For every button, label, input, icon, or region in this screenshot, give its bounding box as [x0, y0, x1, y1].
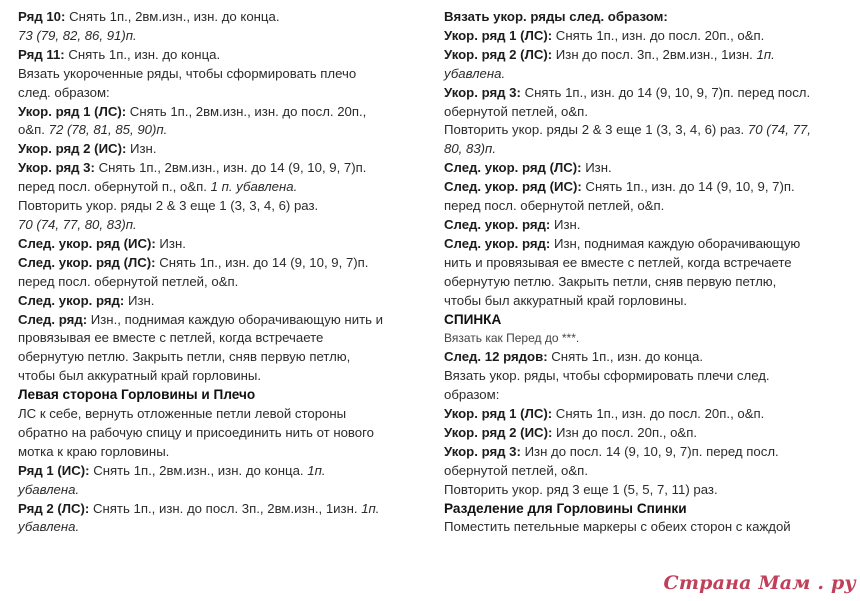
instruction-text: Вязать укороченные ряды, чтобы сформировать плечо [18, 65, 357, 81]
left-text-line [18, 329, 423, 348]
right-text-line [444, 518, 854, 537]
left-text-line [18, 481, 423, 500]
left-text-line [18, 46, 423, 65]
row-label: Укор. ряд 2 (ИС): [18, 141, 127, 157]
left-text-line [18, 500, 423, 519]
instruction-text: Изн. [581, 160, 612, 176]
right-text-line [444, 329, 854, 348]
instruction-text: 70 (74, 77, 80, 83)п. [18, 216, 137, 232]
left-text-line [18, 8, 423, 27]
row-label: Укор. ряд 2 (ИС): [444, 424, 553, 440]
left-text-line [18, 65, 423, 84]
left-text-line [18, 348, 423, 367]
instruction-text: 1п. [756, 46, 775, 62]
instruction-text: Снять 1п., 2вм.изн., изн. до конца. [65, 9, 280, 24]
left-text-line [18, 292, 423, 311]
instruction-text: перед посл. обернутой петлей, о&п. [18, 273, 239, 289]
instruction-text: 73 (79, 82, 86, 91)п. [18, 27, 137, 43]
row-label: След. укор. ряд (ИС): [444, 179, 582, 195]
right-text-line [444, 405, 854, 424]
left-text-line [18, 443, 423, 462]
instruction-text: 72 (78, 81, 85, 90)п. [48, 122, 168, 138]
instruction-text: перед посл. обернутой п., о&п. [18, 179, 211, 195]
left-text-line [18, 311, 423, 330]
right-text-line [444, 84, 854, 103]
right-text-line [444, 121, 854, 140]
right-text-line [444, 8, 854, 27]
instruction-text: Снять 1п., изн. до конца. [64, 46, 221, 62]
row-label: Укор. ряд 2 (ЛС): [444, 46, 553, 62]
row-label: Левая сторона Горловины и Плечо [18, 387, 256, 403]
right-text-line [444, 254, 854, 273]
instruction-text: мотка к краю горловины. [18, 443, 170, 459]
instruction-text: Изн. [124, 292, 155, 308]
instruction-text: о&п. [18, 122, 49, 138]
row-label: След. ряд: [18, 311, 88, 327]
left-text-line [18, 405, 423, 424]
right-text-line [444, 197, 854, 216]
instruction-text: Изн., поднимая каждую оборачивающую нить и [87, 311, 384, 327]
instruction-text: Повторить укор. ряды 2 & 3 еще 1 (3, 3, 4, 6) раз. [444, 122, 748, 138]
right-text-line [444, 178, 854, 197]
row-label: След. укор. ряд: [444, 216, 551, 232]
right-text-line [444, 500, 854, 519]
row-label: СПИНКА [444, 311, 502, 327]
watermark-logo: Страна Мам . ру [663, 572, 856, 595]
right-text-line [444, 159, 854, 178]
instruction-text: Изн, поднимая каждую оборачивающую [550, 235, 801, 251]
row-label: Ряд 2 (ЛС): [18, 500, 90, 516]
left-text-line [18, 197, 423, 216]
row-label: След. 12 рядов: [444, 349, 548, 365]
left-text-line [18, 367, 423, 386]
instruction-text: 70 (74, 77, [747, 122, 811, 138]
instruction-text: Изн. [155, 235, 186, 251]
row-label: След. укор. ряд: [444, 235, 551, 251]
instruction-text: Снять 1п., изн. до конца. [547, 349, 704, 365]
instruction-text: Изн. [550, 216, 581, 232]
instruction-text: Снять 1п., изн. до 14 (9, 10, 9, 7)п. перед посл. [520, 84, 811, 100]
left-text-line [18, 178, 423, 197]
instruction-text: ЛС к себе, вернуть отложенные петли левой стороны [18, 406, 347, 422]
left-text-line [18, 386, 423, 405]
row-label: Ряд 1 (ИС): [18, 462, 90, 478]
right-text-line [444, 481, 854, 500]
row-label: Ряд 11: [18, 46, 65, 62]
instruction-text: Снять 1п., изн. до посл. 20п., о&п. [552, 27, 765, 43]
instruction-text: Снять 1п., 2вм.изн., изн. до посл. 20п., [126, 103, 367, 119]
row-label: Укор. ряд 1 (ЛС): [444, 27, 553, 43]
right-text-line [444, 27, 854, 46]
instruction-text: Изн. [126, 141, 157, 157]
row-label: Укор. ряд 1 (ЛС): [18, 103, 127, 119]
left-text-line [18, 518, 423, 537]
left-text-line [18, 27, 423, 46]
right-text-line [444, 348, 854, 367]
instruction-text: 1п. [361, 500, 380, 516]
right-text-line [444, 367, 854, 386]
bottom-edge [0, 597, 860, 601]
instruction-text: Снять 1п., изн. до 14 (9, 10, 9, 7)п. [581, 179, 795, 195]
instruction-text: образом: [444, 387, 500, 403]
instruction-text: 1п. [307, 462, 326, 478]
row-label: Разделение для Горловины Спинки [444, 500, 687, 516]
left-text-line [18, 235, 423, 254]
row-label: След. укор. ряд (ИС): [18, 235, 156, 251]
instruction-text: обратно на рабочую спицу и присоединить нить от нового [18, 424, 374, 440]
right-text-line [444, 273, 854, 292]
instruction-text: убавлена. [444, 65, 506, 81]
instruction-text: Снять 1п., 2вм.изн., изн. до конца. [89, 462, 308, 478]
left-text-line [18, 103, 423, 122]
instruction-text: чтобы был аккуратный край горловины. [444, 292, 688, 308]
row-label: Укор. ряд 3: [444, 443, 521, 459]
left-text-line [18, 159, 423, 178]
left-text-line [18, 216, 423, 235]
right-text-line [444, 462, 854, 481]
left-text-line [18, 140, 423, 159]
right-text-line [444, 386, 854, 405]
row-label: Укор. ряд 3: [18, 160, 95, 176]
left-column [18, 8, 423, 537]
left-text-line [18, 84, 423, 103]
right-text-line [444, 65, 854, 84]
instruction-text: нить и провязывая ее вместе с петлей, когда встречаете [444, 254, 792, 270]
instruction-text: Вязать как Перед до ***. [444, 331, 580, 346]
instruction-text: убавлена. [18, 481, 80, 497]
instruction-text: провязывая ее вместе с петлей, когда встречаете [18, 330, 324, 346]
right-text-line [444, 46, 854, 65]
instruction-text: Поместить петельные маркеры с обеих сторон с каждой [444, 519, 791, 535]
right-text-line [444, 103, 854, 122]
right-text-line [444, 311, 854, 330]
left-text-line [18, 121, 423, 140]
instruction-text: Снять 1п., изн. до 14 (9, 10, 9, 7)п. [155, 254, 369, 270]
instruction-text: 1 п. убавлена. [210, 179, 298, 195]
left-text-line [18, 462, 423, 481]
instruction-text: 80, 83)п. [444, 141, 496, 157]
right-text-line [444, 292, 854, 311]
left-text-line [18, 424, 423, 443]
right-text-line [444, 235, 854, 254]
instruction-text: обернутую петлю. Закрыть петли, сняв первую петлю, [18, 349, 351, 365]
instruction-text: Изн до посл. 3п., 2вм.изн., 1изн. [552, 46, 757, 62]
instruction-text: обернутой петлей, о&п. [444, 462, 588, 478]
instruction-text: чтобы был аккуратный край горловины. [18, 368, 262, 384]
row-label: Ряд 10: [18, 9, 66, 24]
row-label: Укор. ряд 1 (ЛС): [444, 406, 553, 422]
instruction-text: Снять 1п., изн. до посл. 20п., о&п. [552, 406, 765, 422]
row-label: След. укор. ряд (ЛС): [18, 254, 156, 270]
instruction-text: след. образом: [18, 84, 110, 100]
instruction-text: обернутую петлю. Закрыть петли, сняв первую петлю, [444, 273, 777, 289]
right-text-line [444, 140, 854, 159]
instruction-text: Повторить укор. ряд 3 еще 1 (5, 5, 7, 11) раз. [444, 481, 718, 497]
row-label: Вязать укор. ряды след. образом: [444, 9, 668, 24]
instruction-text: Снять 1п., изн. до посл. 3п., 2вм.изн., 1изн. [89, 500, 362, 516]
right-text-line [444, 443, 854, 462]
row-label: Укор. ряд 3: [444, 84, 521, 100]
instruction-text: обернутой петлей, о&п. [444, 103, 588, 119]
instruction-text: перед посл. обернутой петлей, о&п. [444, 198, 665, 214]
instruction-text: Снять 1п., 2вм.изн., изн. до 14 (9, 10, 9, 7)п. [94, 160, 367, 176]
instruction-text: Изн до посл. 14 (9, 10, 9, 7)п. перед посл. [520, 443, 779, 459]
right-text-line [444, 424, 854, 443]
left-text-line [18, 273, 423, 292]
instruction-text: Вязать укор. ряды, чтобы сформировать плечи след. [444, 368, 770, 384]
right-text-line [444, 216, 854, 235]
row-label: След. укор. ряд: [18, 292, 125, 308]
instruction-text: убавлена. [18, 519, 80, 535]
instruction-text: Повторить укор. ряды 2 & 3 еще 1 (3, 3, 4, 6) раз. [18, 198, 319, 214]
right-column [444, 8, 854, 537]
instruction-text: Изн до посл. 20п., о&п. [552, 424, 698, 440]
left-text-line [18, 254, 423, 273]
row-label: След. укор. ряд (ЛС): [444, 160, 582, 176]
